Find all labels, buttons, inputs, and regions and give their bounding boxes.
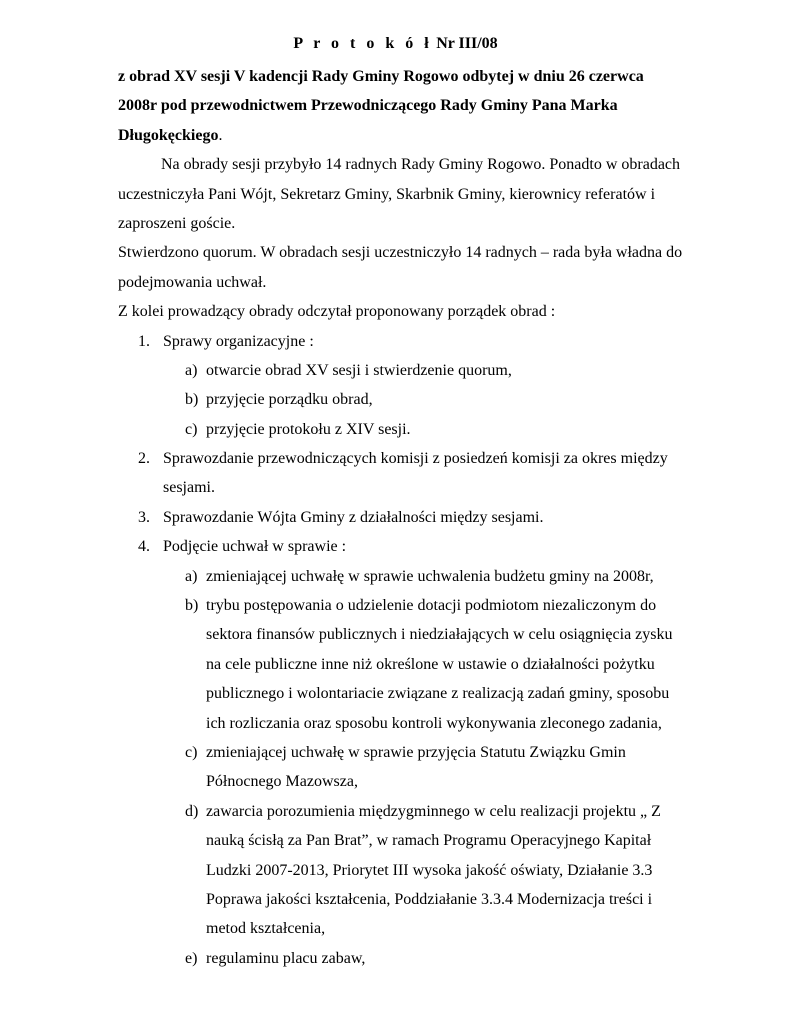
subitem-text-continued: publicznego i wolontariacie związane z realizacją zadań gminy, sposobu	[206, 685, 670, 703]
heading-line: z obrad XV sesji V kadencji Rady Gminy Rogowo odbytej w dniu 26 czerwca	[118, 68, 644, 85]
subitem-letter: a)	[185, 567, 198, 585]
heading-period: .	[218, 126, 223, 144]
subitem-text-continued: Poprawa jakości kształcenia, Poddziałanie 3.3.4 Modernizacja treści i	[206, 890, 653, 908]
subitem-text: zmieniającej uchwałę w sprawie uchwalenia budżetu gminy na 2008r,	[206, 567, 654, 585]
agenda-subitem	[118, 797, 728, 826]
subitem-letter: d)	[185, 802, 199, 820]
paragraph-line: podejmowania uchwał.	[118, 273, 267, 291]
agenda-item	[118, 503, 728, 532]
paragraph-line: zaproszeni goście.	[118, 214, 236, 232]
agenda-subitem	[118, 385, 728, 414]
agenda-text: Sprawozdanie przewodniczących komisji z posiedzeń komisji za okres między	[163, 450, 668, 468]
agenda-number: 3.	[138, 508, 150, 526]
agenda-item	[118, 532, 728, 561]
agenda-subitem	[118, 356, 728, 385]
agenda-item	[118, 327, 728, 356]
agenda-number: 2.	[138, 450, 150, 468]
agenda-subitem	[118, 562, 728, 591]
title-protokol: P r o t o k ó ł	[293, 35, 433, 52]
heading-line	[118, 121, 728, 150]
agenda-item	[118, 444, 728, 473]
subitem-letter: b)	[185, 391, 199, 409]
subitem-text-continued: ich rozliczania oraz sposobu kontroli wykonywania zleconego zadania,	[206, 714, 662, 732]
document-body	[118, 62, 728, 973]
agenda-subitem	[118, 738, 728, 767]
paragraph-line: Na obrady sesji przybyło 14 radnych Rady Gminy Rogowo. Ponadto w obradach	[161, 156, 681, 174]
subitem-text: otwarcie obrad XV sesji i stwierdzenie quorum,	[206, 361, 512, 379]
subitem-letter: a)	[185, 361, 198, 379]
agenda-text: Sprawozdanie Wójta Gminy z działalności między sesjami.	[163, 508, 544, 526]
subitem-letter: c)	[185, 420, 198, 438]
document-title	[0, 33, 791, 55]
subitem-text: trybu postępowania o udzielenie dotacji podmiotom niezaliczonym do	[206, 597, 657, 615]
subitem-text-continued: na cele publiczne inne niż określone w ustawie o działalności pożytku	[206, 655, 655, 673]
subitem-text: przyjęcie porządku obrad,	[206, 391, 373, 409]
agenda-text-continued: sesjami.	[163, 479, 215, 497]
agenda-number: 1.	[138, 332, 150, 350]
paragraph-line: uczestniczyła Pani Wójt, Sekretarz Gminy, Skarbnik Gminy, kierownicy referatów i	[118, 185, 656, 203]
agenda-text: Podjęcie uchwał w sprawie :	[163, 538, 347, 556]
paragraph-line: Z kolei prowadzący obrady odczytał proponowany porządek obrad :	[118, 303, 556, 321]
agenda-subitem	[118, 415, 728, 444]
subitem-text-continued: metod kształcenia,	[206, 920, 326, 938]
title-number: Nr III/08	[436, 35, 498, 52]
subitem-letter: b)	[185, 597, 199, 615]
agenda-subitem	[118, 944, 728, 973]
subitem-text: zmieniającej uchwałę w sprawie przyjęcia Statutu Związku Gmin	[206, 743, 626, 761]
heading-line: 2008r pod przewodnictwem Przewodniczącego Rady Gminy Pana Marka	[118, 97, 618, 115]
agenda-subitem	[118, 591, 728, 620]
subitem-letter: e)	[185, 949, 198, 967]
subitem-text-continued: Ludzki 2007-2013, Priorytet III wysoka jakość oświaty, Działanie 3.3	[206, 861, 653, 879]
heading-name: Długokęckiego	[118, 126, 219, 144]
subitem-text-continued: sektora finansów publicznych i niedziałających w celu osiągnięcia zysku	[206, 626, 673, 644]
agenda-text: Sprawy organizacyjne :	[163, 332, 314, 350]
paragraph-line: Stwierdzono quorum. W obradach sesji uczestniczyło 14 radnych – rada była władna do	[118, 244, 683, 262]
subitem-letter: c)	[185, 743, 198, 761]
subitem-text: regulaminu placu zabaw,	[206, 949, 366, 967]
agenda-number: 4.	[138, 538, 150, 556]
subitem-text: przyjęcie protokołu z XIV sesji.	[206, 420, 411, 438]
subitem-text-continued: Północnego Mazowsza,	[206, 773, 358, 791]
subitem-text: zawarcia porozumienia międzygminnego w celu realizacji projektu „ Z	[206, 802, 661, 820]
subitem-text-continued: nauką ścisłą za Pan Brat”, w ramach Programu Operacyjnego Kapitał	[206, 832, 652, 850]
